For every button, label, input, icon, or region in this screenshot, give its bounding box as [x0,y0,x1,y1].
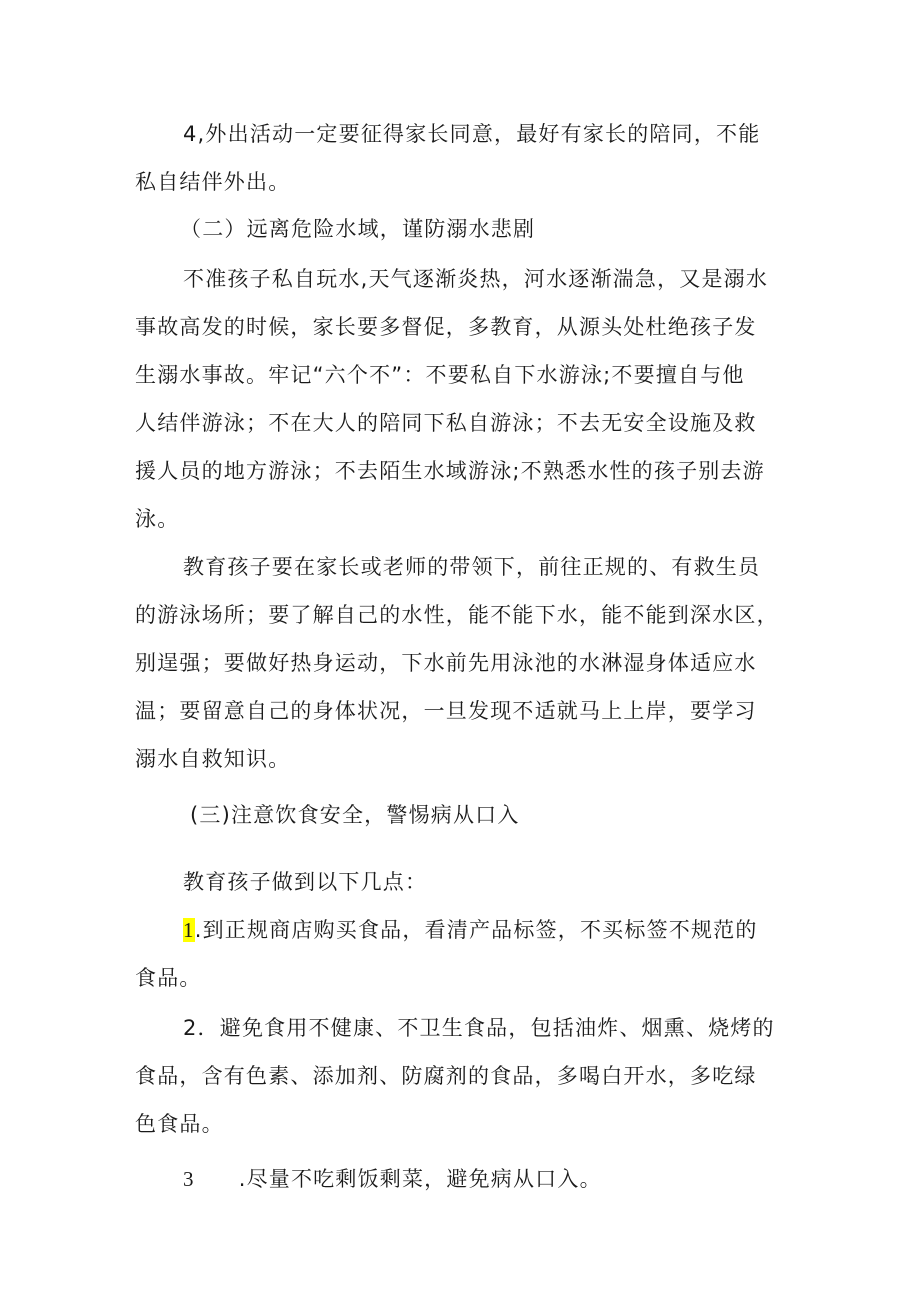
item1-text: .到正规商店购买食品，看清产品标签，不买标签不规范的 [194,918,758,942]
section2-para1-line1: 不准孩子私自玩水,天气逐渐炎热，河水逐渐湍急，又是溺水 [183,267,769,291]
item1-number-highlight: 1 [183,918,195,942]
item3-text: .尽量不吃剩饭剩菜，避免病从口入。 [238,1167,602,1191]
section3-item1-line2: 食品。 [135,966,202,990]
item3-number: 3 [183,1167,195,1191]
section2-heading: （二）远离危险水域，谨防溺水悲剧 [180,217,536,241]
section2-para1-line3: 生溺水事故。牢记“六个不”：不要私自下水游泳;不要擅自与他 [135,363,745,387]
section3-item2-line2: 食品，含有色素、添加剂、防腐剂的食品，多喝白开水，多吃绿 [135,1064,757,1088]
section2-para2-line3: 别逞强；要做好热身运动，下水前先用泳池的水淋湿身体适应水 [135,651,757,675]
section3-item2-line3: 色食品。 [135,1112,224,1136]
item4-line1: 4,外出活动一定要征得家长同意，最好有家长的陪同，不能 [183,122,761,146]
section3-item3 [183,1164,602,1194]
section3-heading: (三)注意饮食安全，警惕病从口入 [190,803,520,827]
section3-intro: 教育孩子做到以下几点： [183,870,428,894]
section2-para2-line2: 的游泳场所；要了解自己的水性，能不能下水，能不能到深水区， [135,603,779,627]
section2-para2-line1: 教育孩子要在家长或老师的带领下，前往正规的、有救生员 [183,555,761,579]
section2-para1-line6: 泳。 [135,507,180,531]
section2-para1-line2: 事故高发的时候，家长要多督促，多教育，从源头处杜绝孩子发 [135,315,757,339]
section2-para1-line5: 援人员的地方游泳；不去陌生水域游泳;不熟悉水性的孩子别去游 [135,459,765,483]
item4-line2: 私自结伴外出。 [135,170,291,194]
section2-para1-line4: 人结伴游泳；不在大人的陪同下私自游泳；不去无安全设施及救 [135,411,757,435]
section2-para2-line4: 温；要留意自己的身体状况，一旦发现不适就马上上岸，要学习 [135,699,757,723]
section3-item1-line1 [183,915,758,945]
section3-item2-line1: 2．避免食用不健康、不卫生食品，包括油炸、烟熏、烧烤的 [183,1016,775,1040]
section2-para2-line5: 溺水自救知识。 [135,747,291,771]
